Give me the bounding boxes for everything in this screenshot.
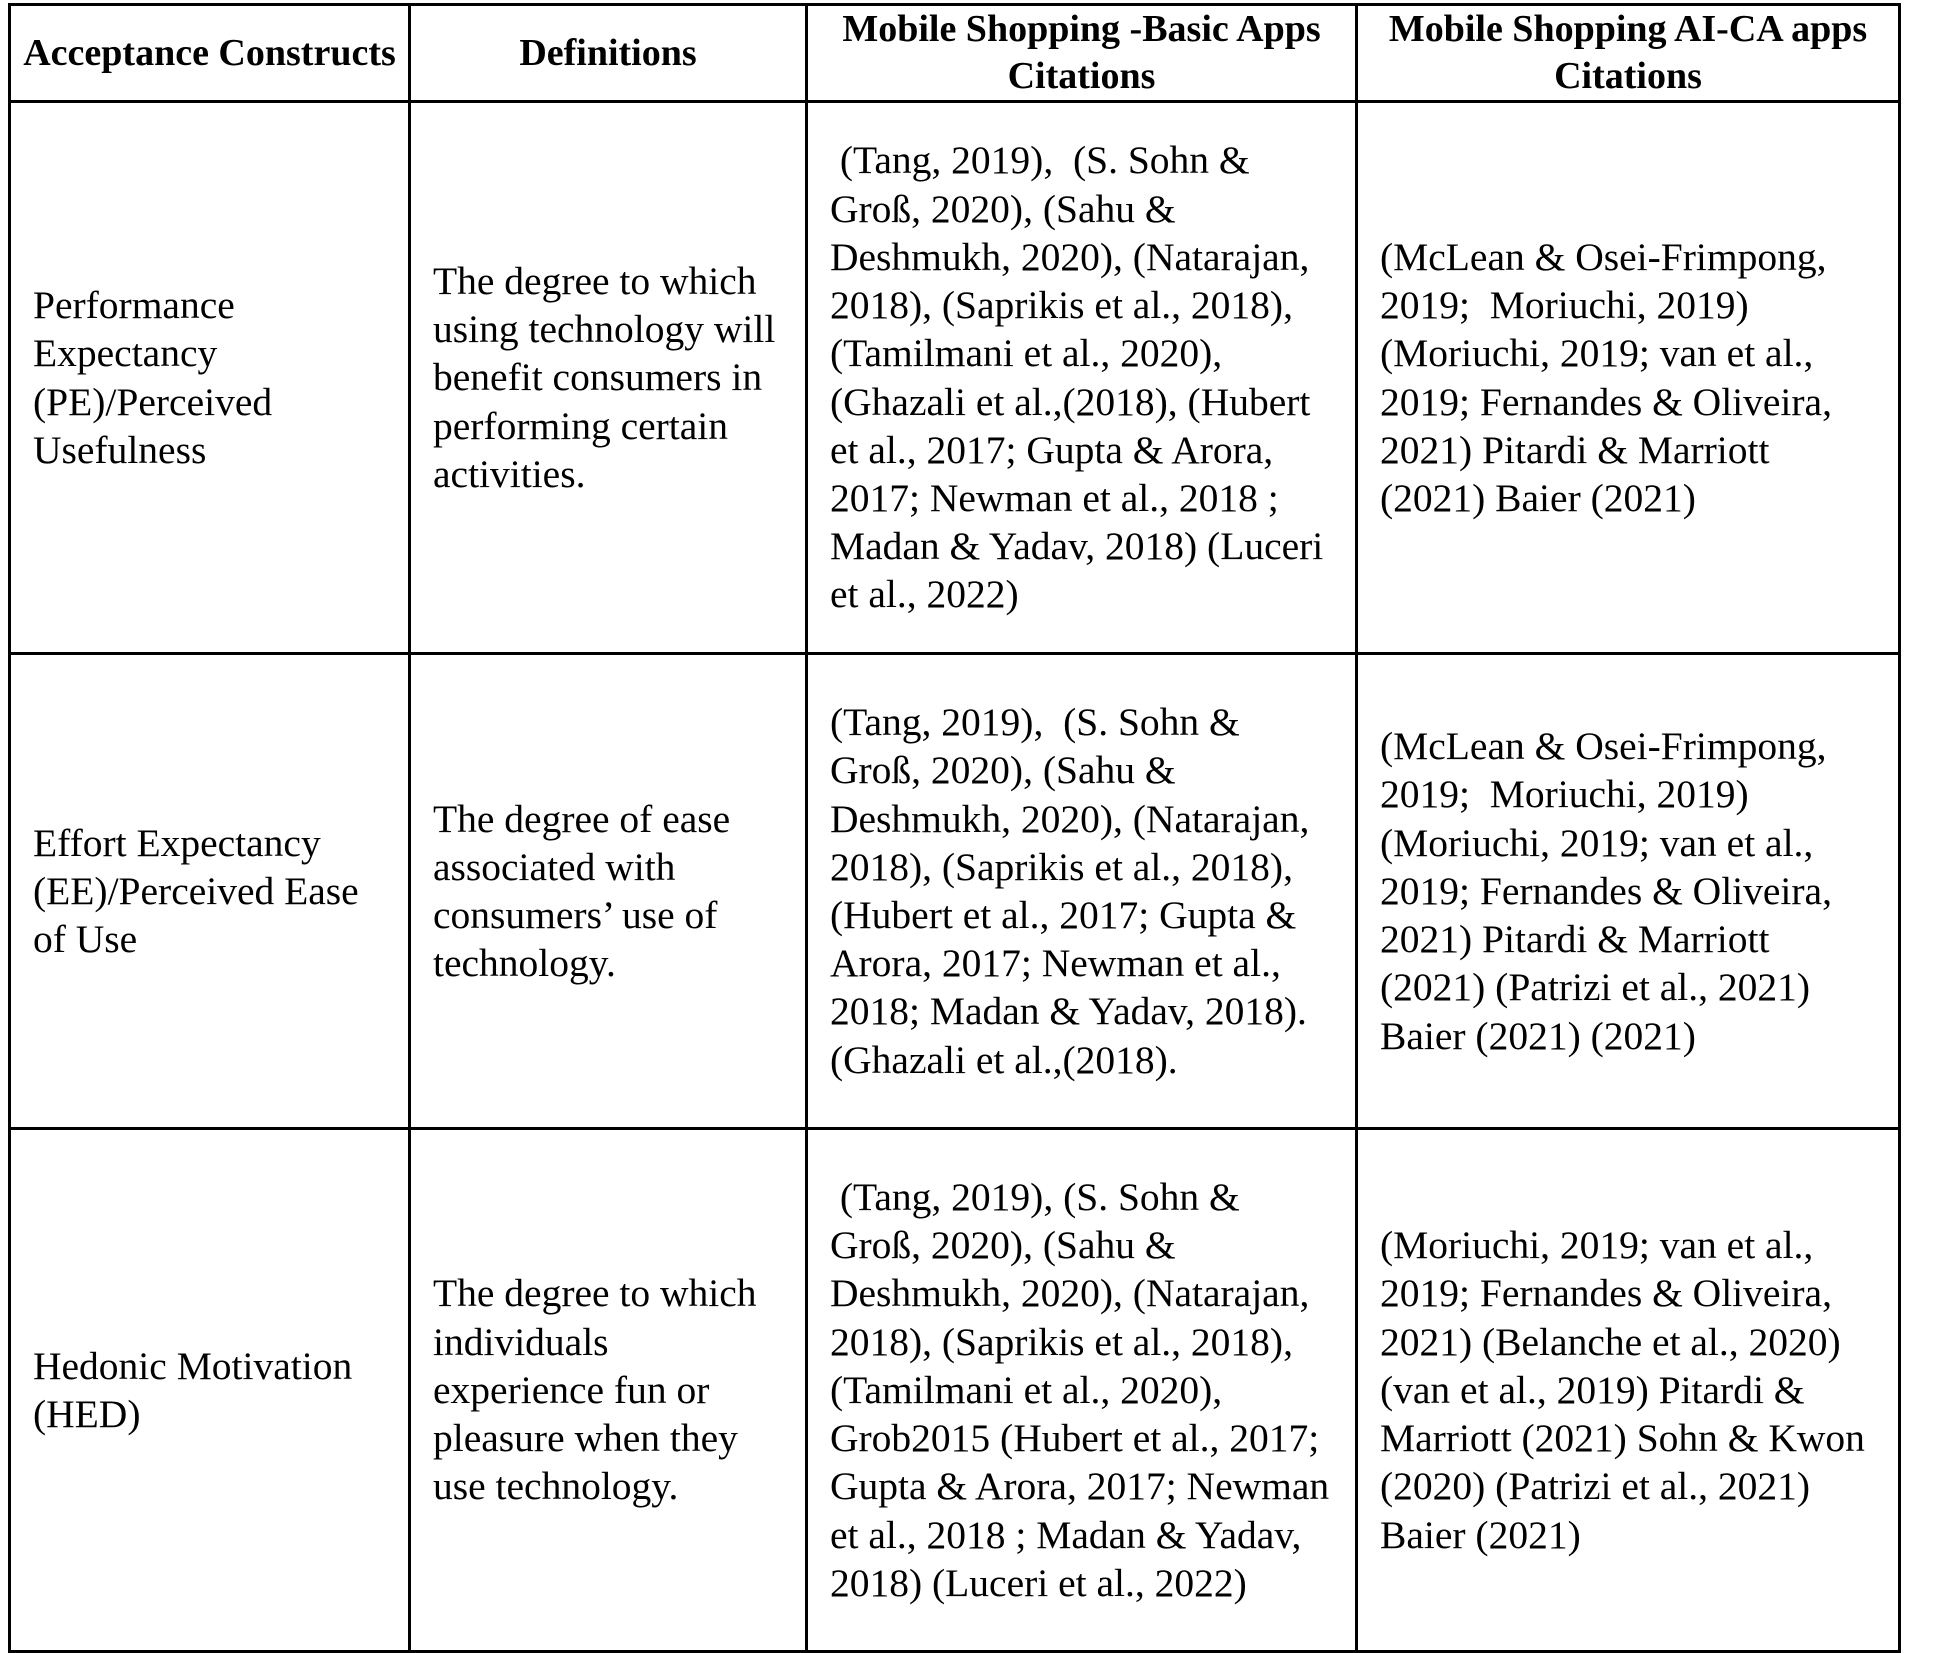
aica-citations-cell: (Moriuchi, 2019; van et al., 2019; Fernandes & Oliveira, 2021) (Belanche et al., 2020) (van et al., 2019) Pitardi & Marriott (2021) Sohn & Kwon (2020) (Patrizi et al., 2021) Baier (2021) bbox=[1357, 1129, 1900, 1652]
aica-citations-cell: (McLean & Osei-Frimpong, 2019; Moriuchi, 2019) (Moriuchi, 2019; van et al., 2019; Fernandes & Oliveira, 2021) Pitardi & Marriott (2021) Baier (2021) bbox=[1357, 102, 1900, 654]
table-row bbox=[10, 102, 1900, 654]
definition-cell: The degree to which individuals experience fun or pleasure when they use technology. bbox=[410, 1129, 807, 1652]
basic-citations-cell: (Tang, 2019), (S. Sohn & Groß, 2020), (Sahu & Deshmukh, 2020), (Natarajan, 2018), (Saprikis et al., 2018), (Tamilmani et al., 2020), (Ghazali et al.,(2018), (Hubert et al., 2017; Gupta & Arora, 2017; Newman et al., 2018 ; Madan & Yadav, 2018) (Luceri et al., 2022) bbox=[807, 102, 1357, 654]
header-definitions: Definitions bbox=[410, 5, 807, 102]
table-row bbox=[10, 654, 1900, 1129]
aica-citations-cell: (McLean & Osei-Frimpong, 2019; Moriuchi, 2019) (Moriuchi, 2019; van et al., 2019; Fernandes & Oliveira, 2021) Pitardi & Marriott (2021) (Patrizi et al., 2021) Baier (2021) (2021) bbox=[1357, 654, 1900, 1129]
acceptance-constructs-table bbox=[8, 3, 1901, 1653]
definition-cell: The degree of ease associated with consumers’ use of technology. bbox=[410, 654, 807, 1129]
basic-citations-cell: (Tang, 2019), (S. Sohn & Groß, 2020), (Sahu & Deshmukh, 2020), (Natarajan, 2018), (Saprikis et al., 2018), (Tamilmani et al., 2020), Grob2015 (Hubert et al., 2017; Gupta & Arora, 2017; Newman et al., 2018 ; Madan & Yadav, 2018) (Luceri et al., 2022) bbox=[807, 1129, 1357, 1652]
table-row bbox=[10, 1129, 1900, 1652]
construct-cell: Effort Expectancy (EE)/Perceived Ease of Use bbox=[10, 654, 410, 1129]
definition-cell: The degree to which using technology will benefit consumers in performing certain activities. bbox=[410, 102, 807, 654]
table-header-row bbox=[10, 5, 1900, 102]
header-acceptance-constructs: Acceptance Constructs bbox=[10, 5, 410, 102]
basic-citations-cell: (Tang, 2019), (S. Sohn & Groß, 2020), (Sahu & Deshmukh, 2020), (Natarajan, 2018), (Saprikis et al., 2018), (Hubert et al., 2017; Gupta & Arora, 2017; Newman et al., 2018; Madan & Yadav, 2018). (Ghazali et al.,(2018). bbox=[807, 654, 1357, 1129]
construct-cell: Performance Expectancy (PE)/Perceived Usefulness bbox=[10, 102, 410, 654]
construct-cell: Hedonic Motivation (HED) bbox=[10, 1129, 410, 1652]
header-aica-apps-citations: Mobile Shopping AI-CA apps Citations bbox=[1357, 5, 1900, 102]
header-basic-apps-citations: Mobile Shopping -Basic Apps Citations bbox=[807, 5, 1357, 102]
